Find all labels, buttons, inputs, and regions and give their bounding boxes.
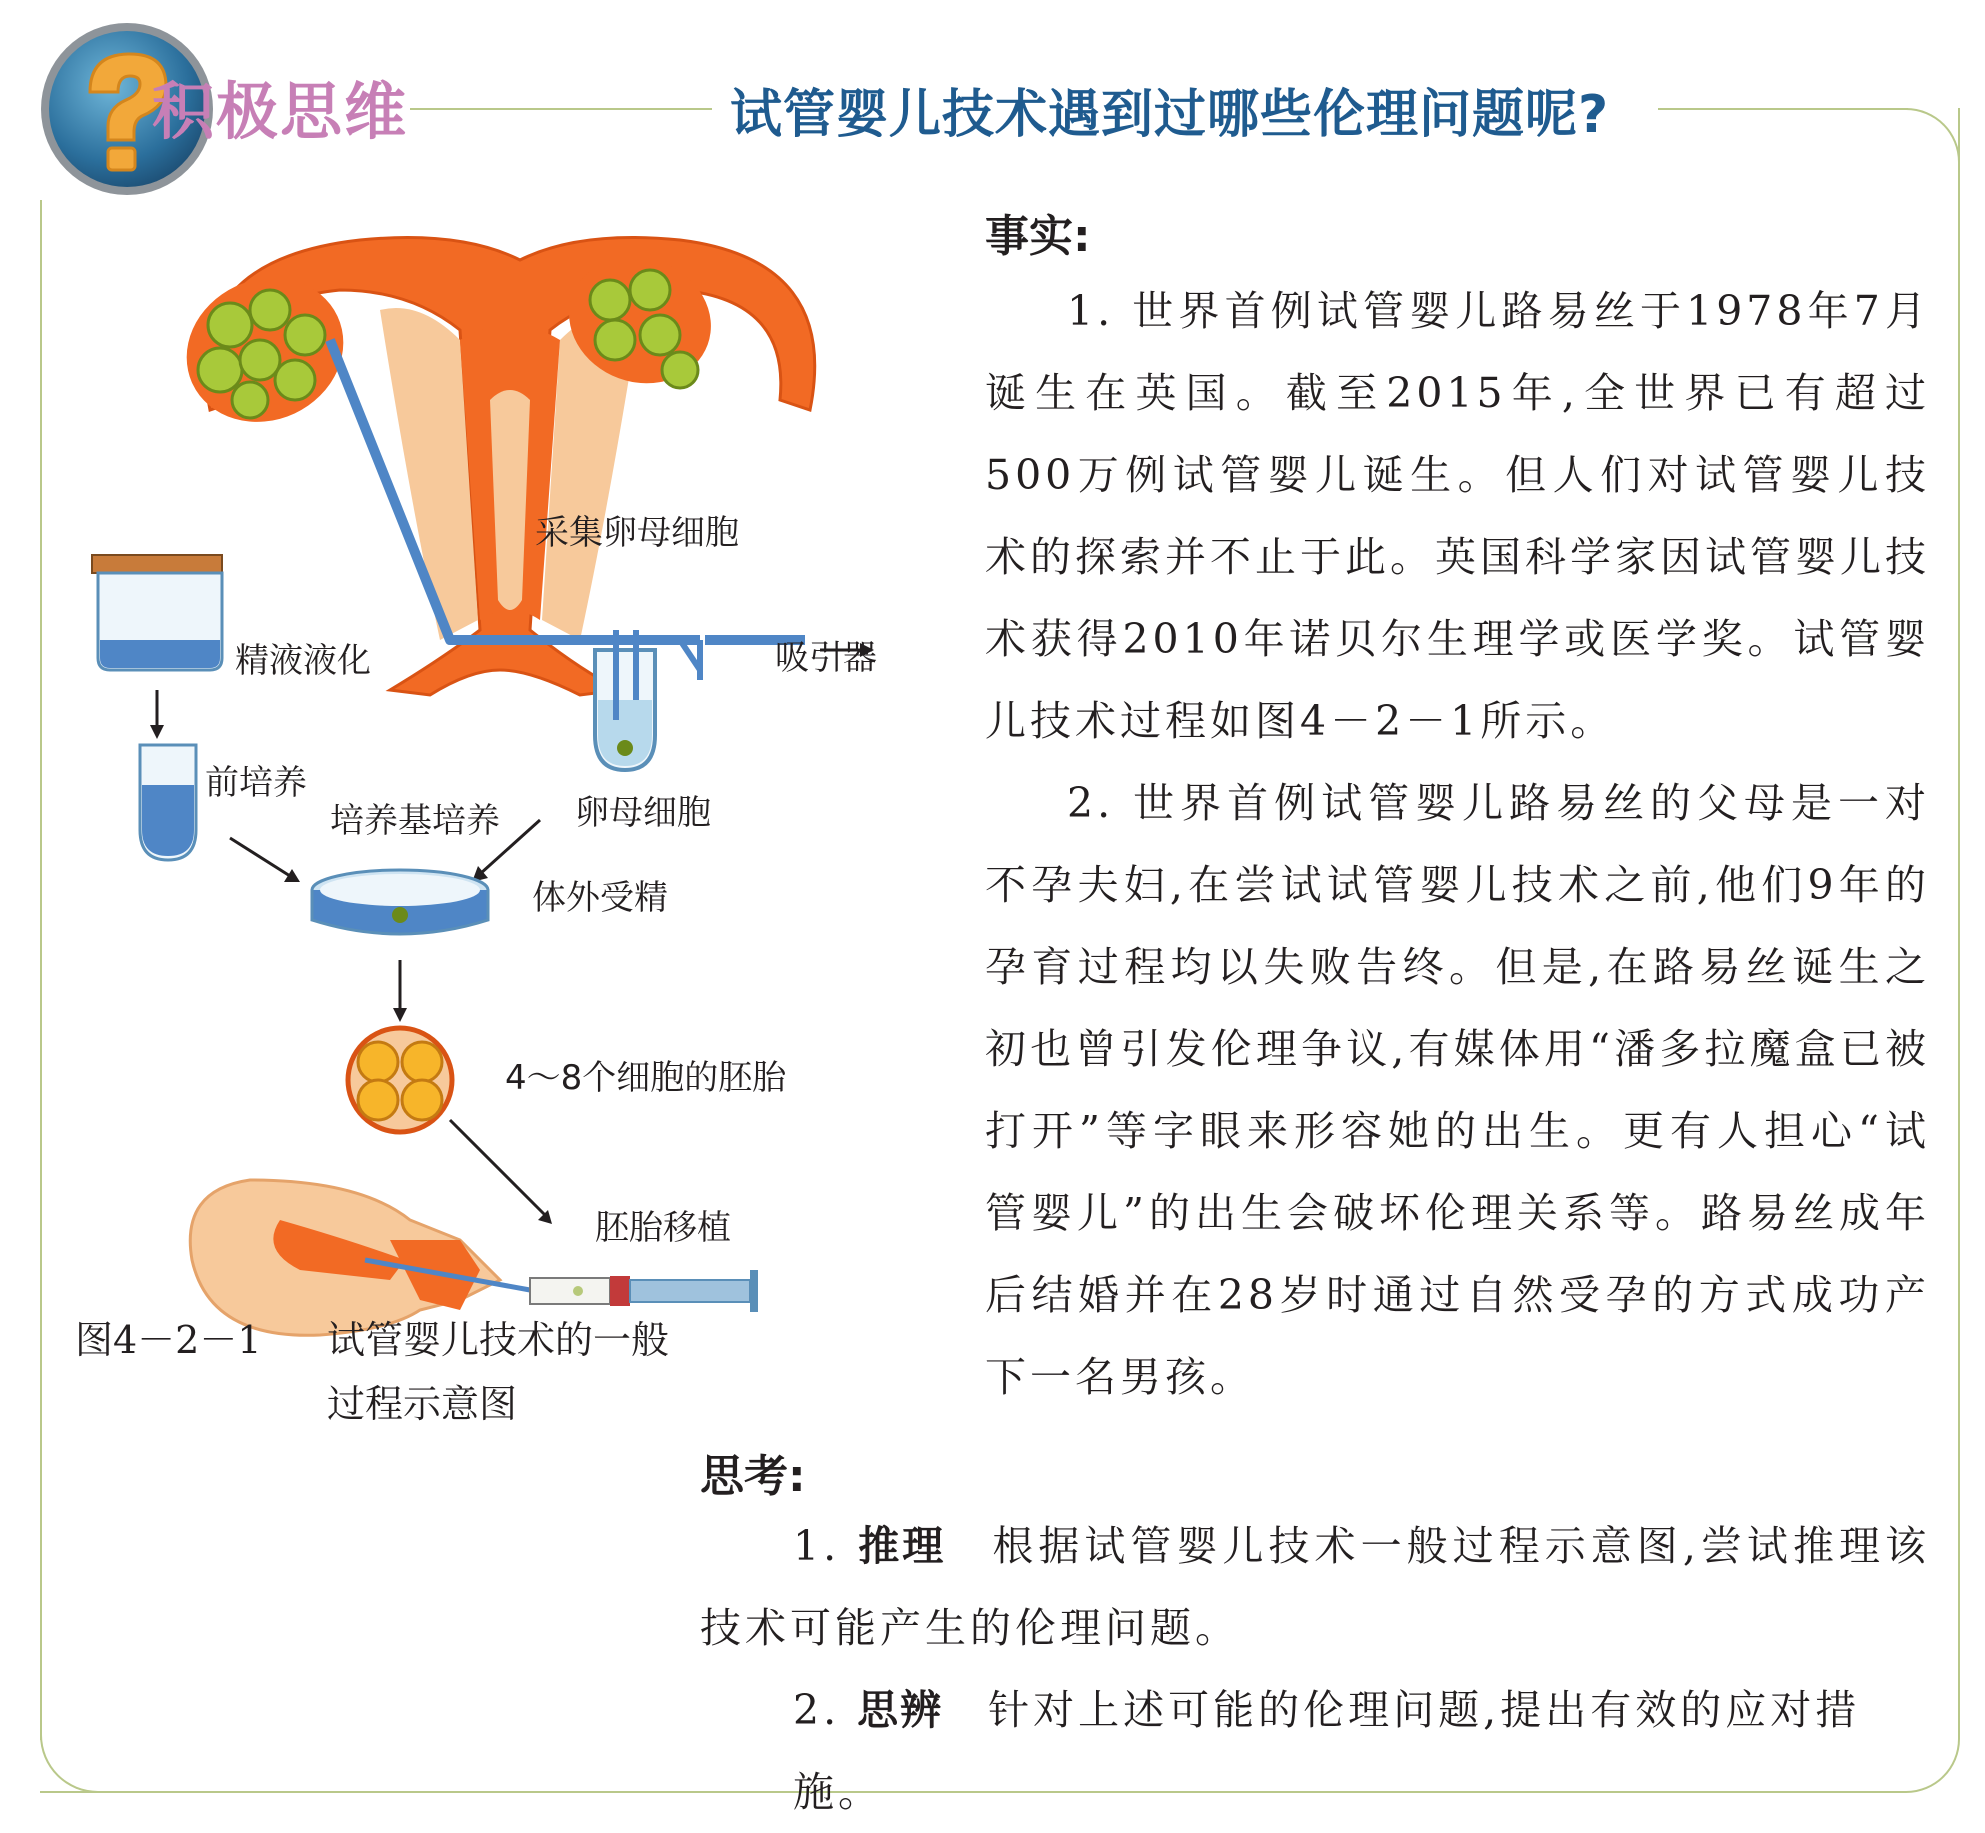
q2-tag: 思辨 [857, 1686, 944, 1734]
facts-body [985, 270, 1930, 1418]
label-collect-oocyte: 采集卵母细胞 [535, 513, 739, 553]
thinking-question-2 [700, 1669, 1930, 1833]
label-medium-culture: 培养基培养 [330, 801, 500, 841]
q1-tag: 推理 [858, 1522, 947, 1570]
ivf-process-diagram [60, 200, 960, 1430]
preculture-tube [140, 745, 196, 860]
q2-text: 针对上述可能的伦理问题,提出有效的应对措施。 [793, 1686, 1861, 1816]
embryo-cell [348, 1028, 452, 1132]
label-embryo: 4～8个细胞的胚胎 [505, 1058, 787, 1098]
facts-paragraph-1: 1. 世界首例试管婴儿路易丝于1978年7月诞生在英国。截至2015年,全世界已有超过500万例试管婴儿诞生。但人们对试管婴儿技术的探索并不止于此。英国科学家因试管婴儿技术获得2010年诺贝尔生理学或医学奖。试管婴儿技术过程如图4－2－1所示。 [985, 287, 1930, 745]
figure-number: 图4－2－1 [75, 1318, 262, 1362]
label-in-vitro-fertilization: 体外受精 [532, 878, 668, 918]
q1-number: 1. [793, 1522, 841, 1570]
label-semen-liquefaction: 精液液化 [235, 641, 371, 681]
label-suction-device: 吸引器 [775, 638, 877, 678]
oocyte-tube [595, 630, 655, 770]
caption-line-1: 试管婴儿技术的一般 [327, 1318, 670, 1362]
thinking-body [700, 1505, 1930, 1833]
thinking-heading: 思考: [700, 1451, 806, 1502]
facts-heading: 事实: [985, 211, 1091, 262]
thinking-question-1 [700, 1505, 1930, 1669]
semen-jar [92, 555, 222, 670]
page-title: 试管婴儿技术遇到过哪些伦理问题呢? [730, 85, 1610, 145]
figure-caption [75, 1308, 669, 1436]
brand-label: 积极思维 [152, 75, 409, 148]
caption-line-2: 过程示意图 [327, 1382, 518, 1426]
petri-dish [312, 870, 488, 934]
label-oocyte: 卵母细胞 [575, 793, 711, 833]
q1-text: 根据试管婴儿技术一般过程示意图,尝试推理该技术可能产生的伦理问题。 [700, 1522, 1931, 1652]
facts-paragraph-2: 2. 世界首例试管婴儿路易丝的父母是一对不孕夫妇,在尝试试管婴儿技术之前,他们9年的孕育过程均以失败告终。但是,在路易丝诞生之初也曾引发伦理争议,有媒体用“潘多拉魔盒已被打开”等字眼来形容她的出生。更有人担心“试管婴儿”的出生会破坏伦理关系等。路易丝成年后结婚并在28岁时通过自然受孕的方式成功产下一名男孩。 [985, 779, 1930, 1401]
label-preculture: 前培养 [205, 763, 307, 803]
label-embryo-transfer: 胚胎移植 [595, 1208, 731, 1248]
q2-number: 2. [793, 1686, 841, 1734]
